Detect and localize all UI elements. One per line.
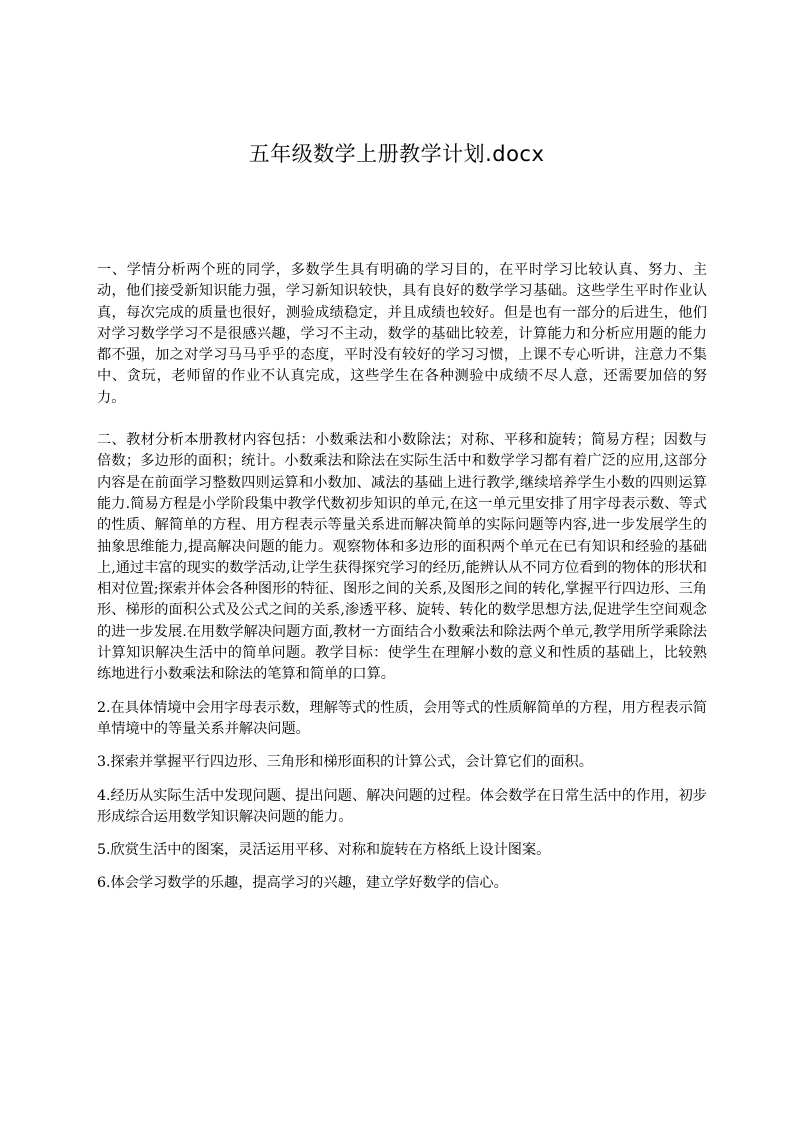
paragraph-textbook-analysis: 二、教材分析本册教材内容包括：小数乘法和小数除法；对称、平移和旋转；简易方程；因数与倍数；多边形的面积；统计。小数乘法和除法在实际生活中和数学学习都有着广泛的应用,这部分内容是在前面学习整数四则运算和小数加、减法的基础上进行教学,继续培养学生小数的四则运算能力.简易方程是小学阶段集中教学代数初步知识的单元,在这一单元里安排了用字母表示数、等式的性质、解简单的方程、用方程表示等量关系进而解决简单的实际问题等内容,进一步发展学生的抽象思维能力,提高解决问题的能力。观察物体和多边形的面积两个单元在已有知识和经验的基础上,通过丰富的现实的数学活动,让学生获得探究学习的经历,能辨认从不同方位看到的物体的形状和相对位置;探索并体会各种图形的特征、图形之间的关系,及图形之间的转化,掌握平行四边形、三角形、梯形的面积公式及公式之间的关系,渗透平移、旋转、转化的数学思想方法,促进学生空间观念的进一步发展.在用数学解决问题方面,教材一方面结合小数乘法和除法两个单元,教学用所学乘除法计算知识解决生活中的简单问题。教学目标：使学生在理解小数的意义和性质的基础上，比较熟练地进行小数乘法和除法的笔算和简单的口算。 [97,432,707,683]
paragraph-goal-2: 2.在具体情境中会用字母表示数，理解等式的性质，会用等式的性质解简单的方程，用方程表示简单情境中的等量关系并解决问题。 [97,699,707,737]
paragraph-goal-4: 4.经历从实际生活中发现问题、提出问题、解决问题的过程。体会数学在日常生活中的作用，初步形成综合运用数学知识解决问题的能力。 [97,787,707,825]
paragraph-learning-analysis: 一、学情分析两个班的同学，多数学生具有明确的学习目的，在平时学习比较认真、努力、主动，他们接受新知识能力强，学习新知识较快，具有良好的数学学习基础。这些学生平时作业认真，每次完成的质量也很好，测验成绩稳定，并且成绩也较好。但是也有一部分的后进生，他们对学习数学学习不是很感兴趣，学习不主动，数学的基础比较差，计算能力和分析应用题的能力都不强，加之对学习马马乎乎的态度，平时没有较好的学习习惯，上课不专心听讲，注意力不集中、贪玩，老师留的作业不认真完成，这些学生在各种测验中成绩不尽人意，还需要加倍的努力。 [97,262,707,406]
paragraph-goal-3: 3.探索并掌握平行四边形、三角形和梯形面积的计算公式，会计算它们的面积。 [97,754,593,771]
paragraph-goal-5: 5.欣赏生活中的图案，灵活运用平移、对称和旋转在方格纸上设计图案。 [97,842,551,859]
document-title: 五年级数学上册教学计划.docx [248,142,545,166]
document-body [97,260,707,895]
paragraph-goal-6: 6.体会学习数学的乐趣，提高学习的兴趣，建立学好数学的信心。 [97,875,508,892]
